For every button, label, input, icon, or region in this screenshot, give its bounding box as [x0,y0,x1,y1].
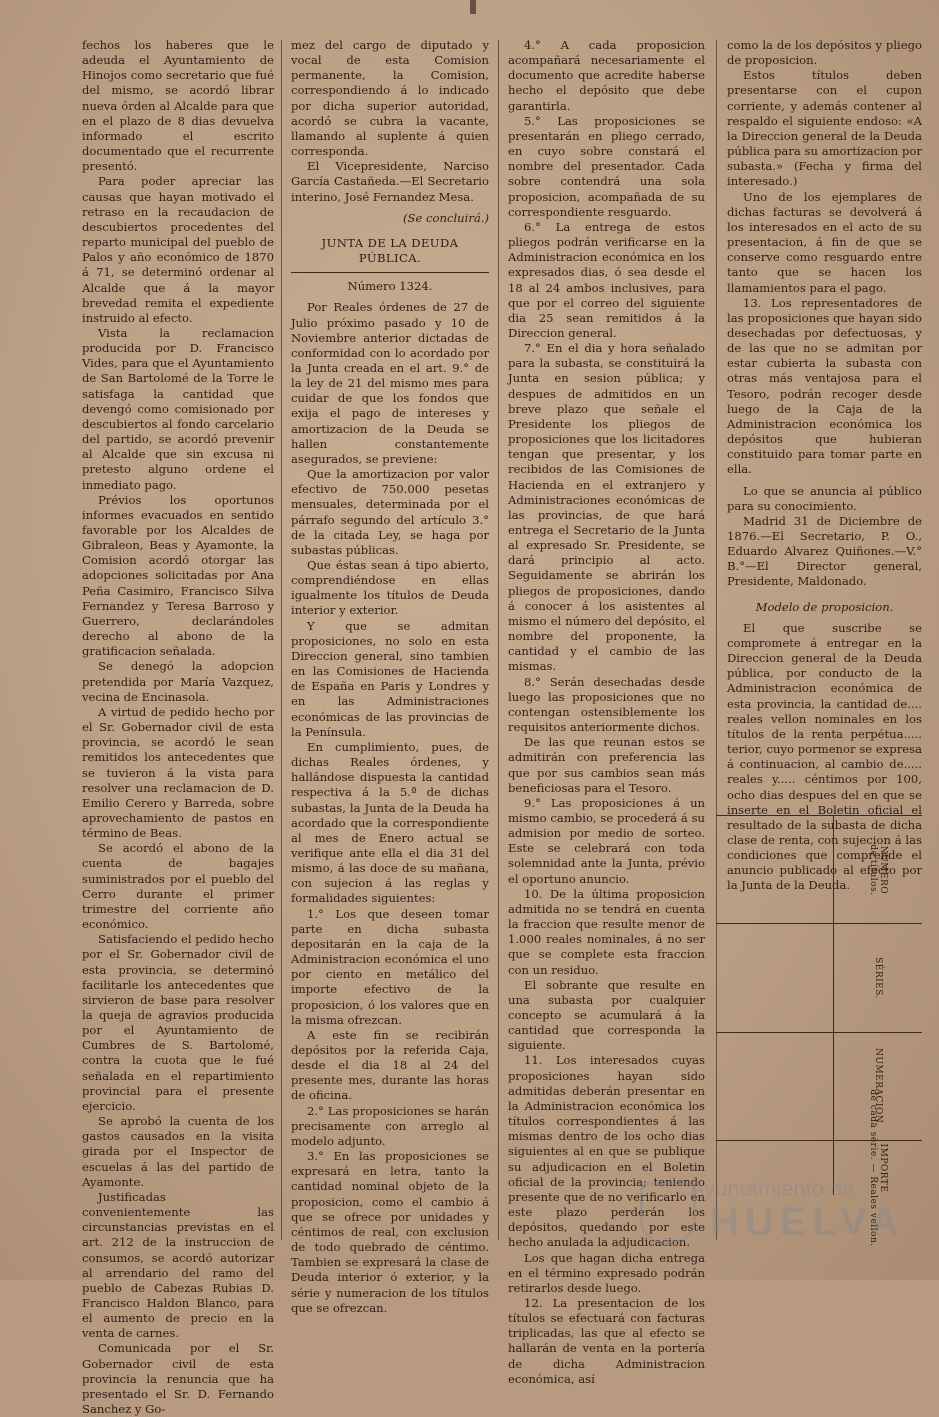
table-cell-blank [716,816,834,924]
rule-item: 6.° La entrega de estos pliegos podrán verificarse en la Administracion económica en los expresados dias, ó sea desde el 18 al 24 ambos inclusives, para que por el correo del siguiente dia 25 sean remitidos á la Direccion general. [508,219,705,340]
rule-item: 13. Los representadores de las proposiciones que hayan sido desechadas por defectuosas, y de las que no se admitan por estar cubierta la subasta con otras más ventajosa para el Tesoro, podrán recoger desde luego de la Caja de la Administracion económica los depósitos que hubieran constituido para tomar parte en ella. [727,295,922,477]
paragraph: Justificadas convenientemente las circunstancias previstas en el art. 212 de la instruccion de consumos, se acordó autorizar al arrendario del ramo del pueblo de Cabezas Rubias D. Francisco Haldon Blanco, para el aumento de precio en la venta de carnes. [82,1189,274,1341]
table-cell-blank [716,924,834,1032]
section-heading: JUNTA DE LA DEUDA PÚBLICA. [291,236,489,273]
paragraph: Uno de los ejemplares de dichas facturas se devolverá á los interesados en el acto de su presentacion, á fin de que se conserve como resguardo entre tanto que se hacen los llamamientos para el pago. [727,189,922,295]
paragraph: como la de los depósitos y pliego de proposicion. [727,38,922,68]
model-text: El que suscribe se compromete á entregar en la Direccion general de la Deuda pública, por conducto de la Administracion económica de esta provincia, la cantidad de.... reales vellon nominales en los títulos de la renta perpétua..... terior, cuyo pormenor se expresa á continuacion, al cambio de..... reales y..... céntimos por 100, ocho dias despues del en que se inserte en el Boletin oficial el resultado de la subasta de dicha clase de renta, con sujecion á las condiciones que comprende el anuncio publicado al efecto por la Junta de la Deuda. [727,620,922,893]
paragraph: Se denegó la adopcion pretendida por María Vazquez, vecina de Encinasola. [82,659,274,704]
paragraph: fechos los haberes que le adeuda el Ayuntamiento de Hinojos como secretario que fué del mismo, se acordó librar nueva órden al Alcalde para que en el plazo de 8 dias devuelva informado el escrito documentado que el recurrente presentó. [82,38,274,174]
paragraph: En cumplimiento, pues, de dichas Reales órdenes, y hallándose dispuesta la cantidad respectiva á la 5.ª de dichas subastas, la Junta de la Deuda ha acordado que la correspondiente al mes de Enero actual se verifique ante ella el dia 31 del mismo, á las doce de su mañana, con sujecion á las reglas y formalidades siguientes: [291,739,489,906]
signature-line: Madrid 31 de Diciembre de 1876.—El Secretario, P. O., Eduardo Alvarez Quiñones.—V.° B.°—El Director general, Presidente, Maldonado. [727,513,922,589]
column-2 [291,38,489,1316]
paragraph: Comunicada por el Sr. Gobernador civil de esta provincia la renuncia que ha presentado el Sr. D. Fernando Sanchez y Go- [82,1341,274,1417]
rule-item: 4.° A cada proposicion acompañará necesariamente el documento que acredite haberse hecho el depósito que debe garantirla. [508,38,705,113]
table-cell-blank [716,1032,834,1140]
rule-item: 7.° En el dia y hora señalado para la subasta, se constituirá la Junta en sesion pública; y despues de admitidos en un breve plazo que señale el Presidente los pliegos de proposiciones que los licitadores tengan que presentar, y los recibidos de las Comisiones de Hacienda en el extranjero y Administraciones económicas de las provincias, de que hará entrega el Secretario de la Junta al expresado Sr. Presidente, se dará principio al acto. Seguidamente se abrirán los pliegos de proposiciones, dando á conocer á los asistentes al mismo el número del depósito, el nombre del proponente, la cantidad y el cambio de las mismas. [508,341,705,674]
rule-item: 5.° Las proposiciones se presentarán en pliego cerrado, en cuyo sobre constará el nombre del presentador. Cada sobre contendrá una sola proposicion, acompañada de su correspondiente resguardo. [508,113,705,219]
continuation-note: (Se concluirá.) [403,210,489,225]
model-title: Modelo de proposicion. [755,599,894,614]
paragraph: Los que hagan dicha entrega en el término expresado podrán retirarlos desde luego. [508,1250,705,1295]
paragraph: Por Reales órdenes de 27 de Julio próximo pasado y 10 de Noviembre anterior dictadas de conformidad con lo acordado por la Junta creada en el art. 9.° de la ley de 21 del mismo mes para cuidar de que los fondos que exija el pago de intereses y amortizacion de la Deuda se hallen constantemente asegurados, se previene: [291,300,489,466]
paragraph: Estos títulos deben presentarse con el cupon corriente, y además contener al respaldo el siguiente endoso: «A la Direccion general de la Deuda pública para su amortizacion por subasta.» (Fecha y firma del interesado.) [727,68,922,189]
paragraph: A este fin se recibirán depósitos por la referida Caja, desde el dia 18 al 24 del presente mes, durante las horas de oficina. [291,1027,489,1103]
column-rule-1 [281,40,282,1240]
column-rule-2 [498,40,499,1240]
table-header-cell: NÚMERO de títulos. [834,816,923,924]
table-header-cell: SÉRIES. [834,924,923,1032]
paragraph: Se aprobó la cuenta de los gastos causados en la visita girada por el Inspector de escuelas á las del partido de Ayamonte. [82,1114,274,1189]
rule-item: 11. Los interesados cuyas proposiciones hayan sido admitidas deberán presentar en la Administracion económica los títulos correspondientes á las mismas dentro de los ocho dias siguientes al en que se publique su adjudicacion en el Boletin oficial de la provincia; teniendo presente que de no verificarlo en este plazo perderán los depósitos, quedando por este hecho anulada la adjudicacion. [508,1053,705,1250]
paragraph: Que la amortizacion por valor efectivo de 750.000 pesetas mensuales, determinada por el párrafo segundo del artículo 3.° de la citada Ley, se haga por subastas públicas. [291,467,489,557]
rule-item: 2.° Las proposiciones se harán precisamente con arreglo al modelo adjunto. [291,1103,489,1148]
rule-item: 9.° Las proposiciones á un mismo cambio, se procederá á su admision por medio de sorteo. Este se celebrará con toda solemnidad ante la Junta, prévio el oportuno anuncio. [508,795,705,886]
rule-item: 10. De la última proposicion admitida no se tendrá en cuenta la fraccion que resulte menor de 1.000 reales nominales, á no ser que se complete esta fraccion con un residuo. [508,886,705,977]
paragraph: Que éstas sean á tipo abierto, comprendiéndose en ellas igualmente los títulos de Deuda interior y exterior. [291,558,489,618]
rule-item: 3.° En las proposiciones se expresará en letra, tanto la cantidad nominal objeto de la proposicion, como el cambio á que se ofrece por unidades y céntimos de real, con exclusion de todo quebrado de céntimo. Tambien se expresará la clase de Deuda interior ó exterior, y la série y numeracion de los títulos que se ofrezcan. [291,1149,489,1315]
column-4 [727,38,922,894]
seal-icon [640,1182,696,1244]
paragraph: A virtud de pedido hecho por el Sr. Gobernador civil de esta provincia, se acordó le sean remitidos los antecedentes que se tuvieron á la vista para resolver una reclamacion de D. Emilio Cerero y Barreda, sobre aprovechamiento de pastos en término de Beas. [82,704,274,841]
paragraph: Para poder apreciar las causas que hayan motivado el retraso en la recaudacion de descubiertos procedentes del reparto municipal del pueblo de Palos y año económico de 1870 á 71, se determinó ordenar al Alcalde que á la mayor brevedad remita el expediente instruido al efecto. [82,174,274,325]
archive-watermark: Ayuntamiento de HUELVA [640,1170,920,1250]
table-header-cell: NUMERACION. [834,1032,923,1140]
paragraph: Prévios los oportunos informes evacuados en sentido favorable por los Alcaldes de Gibraleon, Beas y Ayamonte, la Comision acordó otorgar las adopciones solicitadas por Ana Peña Casimiro, Francisco Silva Fernandez y Teresa Barroso y Guerrero, declarándoles derecho al abono de la gratificacion señalada. [82,492,274,659]
paragraph: De las que reunan estos se admitirán con preferencia las que por sus cambios sean más beneficiosas para el Tesoro. [508,735,705,795]
fold-mark [470,0,476,14]
rule-item: 12. La presentacion de los títulos se efectuará con facturas triplicadas, las que al efecto se hallarán de venta en la portería de dicha Administracion económica, así [508,1295,705,1386]
signature-line: El Vicepresidente, Narciso García Castañeda.—El Secretario interino, José Fernandez Mesa. [291,159,489,204]
paragraph: Se acordó el abono de la cuenta de bagajes suministrados por el pueblo del Cerro durante el primer trimestre del corriente año económico. [82,841,274,932]
rule-item: 8.° Serán desechadas desde luego las proposiciones que no contengan ostensiblemente los requisitos anteriormente dichos. [508,674,705,735]
paragraph: Satisfaciendo el pedido hecho por el Sr. Gobernador civil de esta provincia, se determinó facilitarle los antecedentes que sirvieron de base para resolver la queja de agravios producida por el Ayuntamiento de Cumbres de S. Bartolomé, contra la cuota que le fué señalada en el repartimiento provincial para el presente ejercicio. [82,932,275,1113]
paragraph: El sobrante que resulte en una subasta por cualquier concepto se acumulará á la cantidad que corresponda la siguiente. [508,977,705,1053]
paragraph: Lo que se anuncia al público para su conocimiento. [727,483,922,513]
paragraph: Y que se admitan proposiciones, no solo en esta Direccion general, sino tambien en las Comisiones de Hacienda de España en Paris y Londres y en las Administraciones económicas de las provincias de la Península. [291,618,489,739]
column-1 [82,38,274,1417]
paragraph: mez del cargo de diputado y vocal de esta Comision permanente, la Comision, correspondiendo á lo indicado por dicha superior autoridad, acordó se cubra la vacante, llamando al suplente á quien corresponda. [291,38,489,159]
notice-number: Número 1324. [347,279,433,294]
table-header-cell: IMPORTE de cada série. — Reales vellon. [834,1141,923,1195]
rule-item: 1.° Los que deseen tomar parte en dicha subasta depositarán en la caja de la Administracion económica el uno por ciento en metálico del importe efectivo de la proposicion, ó los valores que en la misma ofrezcan. [291,906,489,1027]
paragraph: Vista la reclamacion producida por D. Francisco Vides, para que el Ayuntamiento de San Bartolomé de la Torre le satisfaga la cantidad que devengó como comisionado por descubiertos al fondo carcelario del partido, se acordó prevenir al Alcalde que sin excusa ni pretesto alguno ordene el inmediato pago. [82,325,274,492]
